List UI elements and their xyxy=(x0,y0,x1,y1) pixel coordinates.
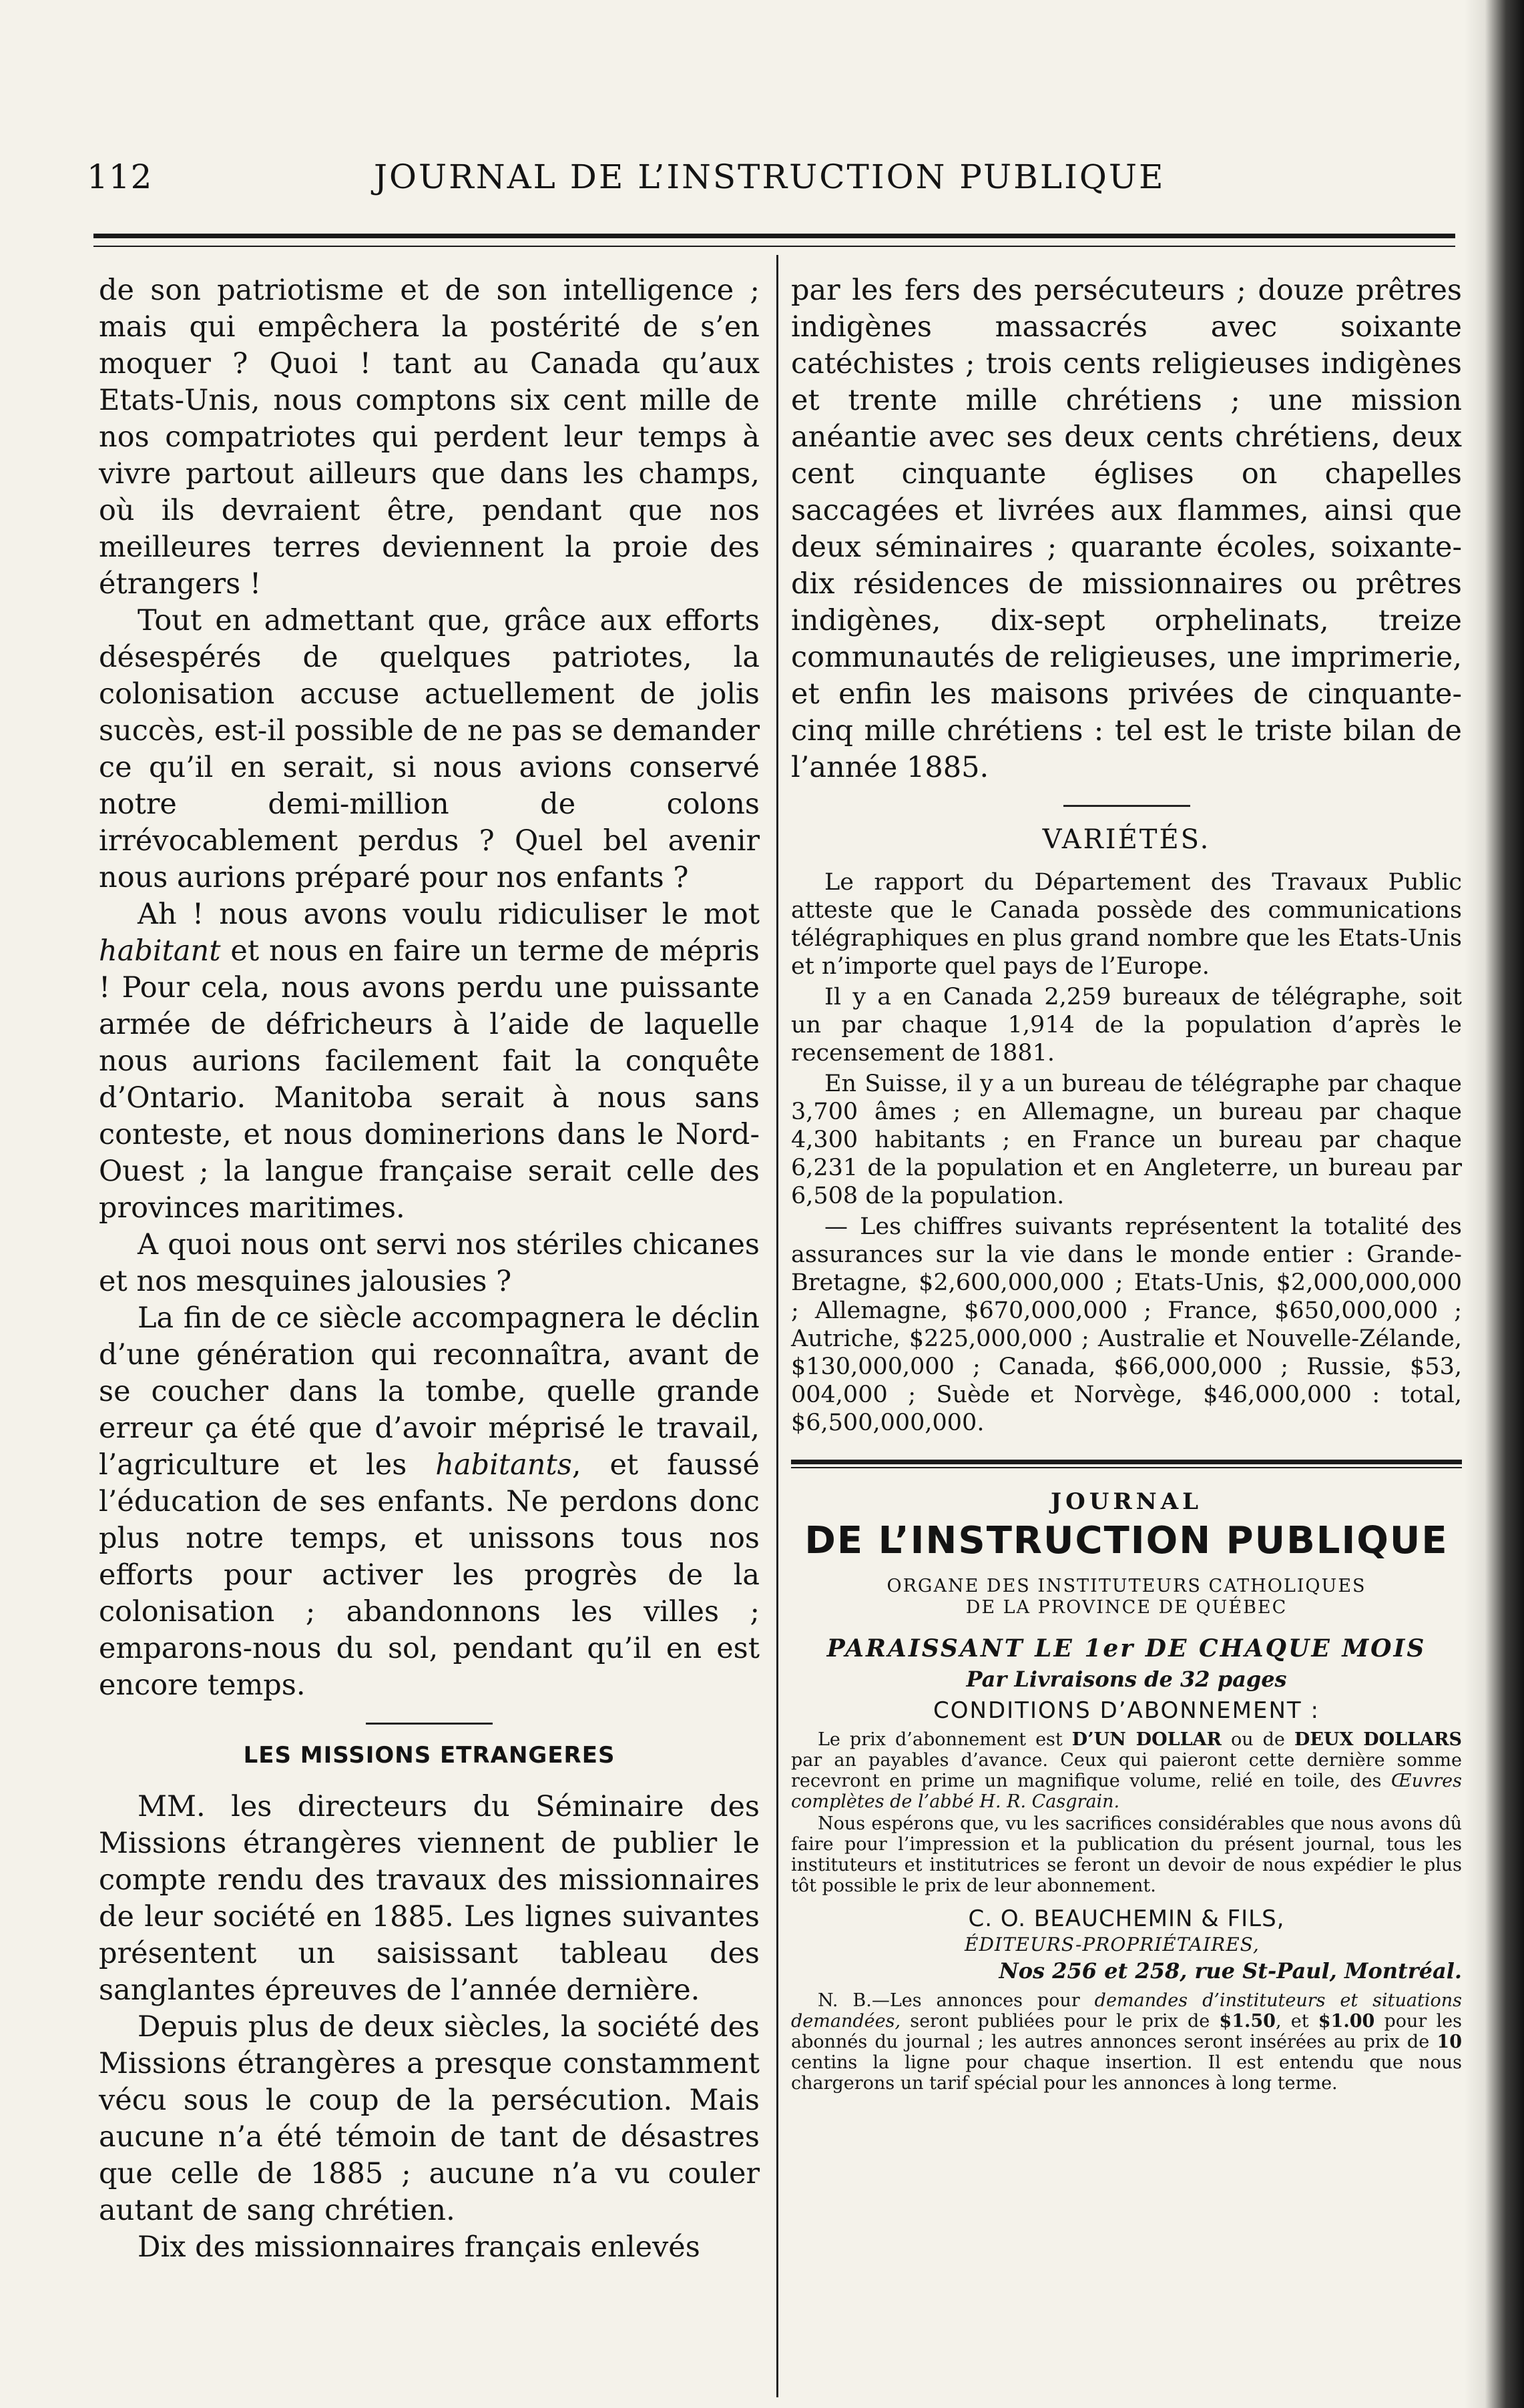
ad-organe-line: DE LA PROVINCE DE QUÉBEC xyxy=(965,1597,1288,1618)
text-run: ou de xyxy=(1221,1729,1294,1750)
missions-article xyxy=(99,1789,760,2266)
bold-text: D’UN DOLLAR xyxy=(1071,1729,1222,1750)
paragraph: de son patriotisme et de son intelligence ; mais qui empêchera la postérité de s’en moquer ? Quoi ! tant au Canada qu’aux Etats-Unis, nous comptons six cent mille de nos compatriotes qui perdent leur temps à vivre partout ailleurs que dans les champs, où ils devraient être, pendant que nos meilleures terres deviennent la proie des étrangers ! xyxy=(99,274,760,601)
ad-paraissant: PARAISSANT LE 1er DE CHAQUE MOIS xyxy=(826,1634,1427,1663)
header-rule-thick xyxy=(93,234,1455,238)
ad-publisher: C. O. BEAUCHEMIN & FILS, xyxy=(968,1905,1285,1932)
ad-rule-thin xyxy=(791,1467,1462,1468)
page-number: 112 xyxy=(87,158,153,196)
text-run: N. B.—Les annonces pour xyxy=(818,1990,1095,2011)
paragraph xyxy=(99,1300,760,1704)
italic-text: Œuvres complètes de l’abbé H. R. Casgrain. xyxy=(791,1771,1462,1812)
paragraph xyxy=(791,1990,1462,2094)
paragraph: Tout en admettant que, grâce aux efforts désespérés de quelques patriotes, la colonisation accuse actuellement de jolis succès, est-il possible de ne pas se demander ce qu’il en serait, si nous avions conservé notre demi-million de colons irrévocablement perdus ? Quel bel avenir nous aurions préparé pour nos enfants ? xyxy=(99,604,760,894)
left-column xyxy=(99,272,760,2266)
ad-masthead-big: DE L’INSTRUCTION PUBLIQUE xyxy=(804,1519,1449,1562)
text-run: La fin de ce siècle accompagnera le déclin d’une génération qui reconnaîtra, avant de se coucher dans la tombe, quelle grande erreur ça été que d’avoir méprisé le travail, l’agriculture et les xyxy=(99,1301,760,1482)
varietes-heading: VARIÉTÉS. xyxy=(1042,824,1211,855)
ad-masthead-small: JOURNAL xyxy=(1051,1488,1202,1515)
paragraph: A quoi nous ont servi nos stériles chicanes et nos mesquines jalousies ? xyxy=(99,1228,760,1298)
paragraph: Depuis plus de deux siècles, la société des Missions étrangères a presque constamment vécu sous le coup de la persécution. Mais aucune n’a été témoin de tant de désastres que celle de 1885 ; aucune n’a vu couler autant de sang chrétien. xyxy=(99,2010,760,2227)
ad-subscription-text xyxy=(791,1729,1462,1896)
text-run: par an payables d’avance. Ceux qui paieront cette dernière somme recevront en prime un magnifique volume, relié en toile, des xyxy=(791,1750,1462,1791)
section-separator xyxy=(366,1723,493,1725)
bold-text: $1.00 xyxy=(1318,2011,1375,2032)
page-header xyxy=(87,158,1455,211)
ad-rule-thick xyxy=(791,1460,1462,1464)
text-run: seront publiées pour le prix de xyxy=(901,2011,1220,2032)
paragraph: MM. les directeurs du Séminaire des Missions étrangères viennent de publier le compte rendu des travaux des missionnaires de leur société en 1885. Les lignes suivantes présentent un saisissant tableau des sanglantes épreuves de l’année dernière. xyxy=(99,1790,760,2007)
text-run: , et faussé l’éducation de ses enfants. Ne perdons donc plus notre temps, et unissons tous nos efforts pour activer les progrès de la colonisation ; abandonnons les villes ; emparons-nous du sol, pendant qu’il en est encore temps. xyxy=(99,1448,760,1702)
paragraph: En Suisse, il y a un bureau de télégraphe par chaque 3,700 âmes ; en Allemagne, un bureau par chaque 4,300 habitants ; en France un bureau par chaque 6,231 de la population et en Angleterre, un bureau par 6,508 de la population. xyxy=(791,1071,1462,1209)
section-separator xyxy=(1063,805,1190,807)
varietes-section xyxy=(791,868,1462,1437)
missions-continuation xyxy=(791,272,1462,786)
running-title: JOURNAL DE L’INSTRUCTION PUBLIQUE xyxy=(374,158,1166,196)
header-rule-thin xyxy=(93,246,1455,247)
right-column xyxy=(791,272,1462,2095)
missions-heading: LES MISSIONS ETRANGERES xyxy=(243,1742,615,1769)
text-run: Le prix d’abonnement est xyxy=(818,1729,1072,1750)
ad-editeurs: ÉDITEURS-PROPRIÉTAIRES, xyxy=(965,1933,1260,1955)
bold-text: 10 xyxy=(1437,2032,1462,2052)
ad-organe xyxy=(791,1576,1462,1618)
paragraph xyxy=(791,1729,1462,1812)
italic-word: habitant xyxy=(99,934,221,968)
text-run: , et xyxy=(1275,2011,1318,2032)
paragraph xyxy=(99,896,760,1227)
ad-nota-bene xyxy=(791,1990,1462,2094)
text-run: pour les abonnés du journal ; les autres annonces seront insérées au prix de xyxy=(791,2011,1462,2052)
italic-word: habitants xyxy=(435,1448,572,1482)
colonisation-article xyxy=(99,272,760,1704)
ad-address: Nos 256 et 258, rue St-Paul, Montréal. xyxy=(999,1958,1462,1984)
ad-organe-line: ORGANE DES INSTITUTEURS CATHOLIQUES xyxy=(886,1576,1366,1596)
ad-livraisons: Par Livraisons de 32 pages xyxy=(966,1667,1287,1692)
bold-text: DEUX DOLLARS xyxy=(1294,1729,1463,1750)
page-edge-shadow xyxy=(1464,0,1524,2408)
journal-advertisement xyxy=(791,1488,1462,2094)
italic-text: demandes d’instituteurs et situations demandées, xyxy=(791,1990,1463,2032)
bold-text: $1.50 xyxy=(1219,2011,1276,2032)
paragraph: par les fers des persécuteurs ; douze prêtres indigènes massacrés avec soixante catéchistes ; trois cents religieuses indigènes et trente mille chrétiens ; une mission anéantie avec ses deux cents chrétiens, deux cent cinquante églises on chapelles saccagées et livrées aux flammes, ainsi que deux séminaires ; quarante écoles, soixante-dix résidences de missionnaires ou prêtres indigènes, dix-sept orphelinats, treize communautés de religieuses, une imprimerie, et enfin les maisons privées de cinquante-cinq mille chrétiens : tel est le triste bilan de l’année 1885. xyxy=(791,274,1462,784)
paragraph: Le rapport du Département des Travaux Public atteste que le Canada possède des communications télégraphiques en plus grand nombre que les Etats-Unis et n’importe quel pays de l’Europe. xyxy=(791,869,1462,980)
paragraph: Dix des missionnaires français enlevés xyxy=(138,2230,700,2264)
text-run: Ah ! nous avons voulu ridiculiser le mot xyxy=(138,898,760,931)
paragraph: — Les chiffres suivants représentent la totalité des assurances sur la vie dans le monde entier : Grande-Bretagne, $2,600,000,000 ; Etats-Unis, $2,000,000,000 ; Allemagne, $670,000,000 ; France, $650,000,000 ; Autriche, $225,000,000 ; Australie et Nouvelle-Zélande, $130,000,000 ; Canada, $66,000,000 ; Russie, $53, 004,000 ; Suède et Norvège, $46,000,000 : total, $6,500,000,000. xyxy=(791,1213,1462,1436)
ad-conditions-heading: CONDITIONS D’ABONNEMENT : xyxy=(933,1697,1320,1724)
paragraph: Il y a en Canada 2,259 bureaux de télégraphe, soit un par chaque 1,914 de la population d’après le recensement de 1881. xyxy=(791,984,1462,1067)
column-divider xyxy=(776,255,778,2397)
text-run: et nous en faire un terme de mépris ! Pour cela, nous avons perdu une puissante armée de défricheurs à l’aide de laquelle nous aurions facilement fait la conquête d’Ontario. Manitoba serait à nous sans conteste, et nous dominerions dans le Nord-Ouest ; la langue française serait celle des provinces maritimes. xyxy=(99,934,760,1225)
paragraph: Nous espérons que, vu les sacrifices considérables que nous avons dû faire pour l’impression et la publication du présent journal, tous les instituteurs et institutrices se feront un devoir de nous expédier le plus tôt possible le prix de leur abonnement. xyxy=(791,1813,1462,1896)
text-run: centins la ligne pour chaque insertion. Il est entendu que nous chargerons un tarif spécial pour les annonces à long terme. xyxy=(791,2052,1462,2094)
